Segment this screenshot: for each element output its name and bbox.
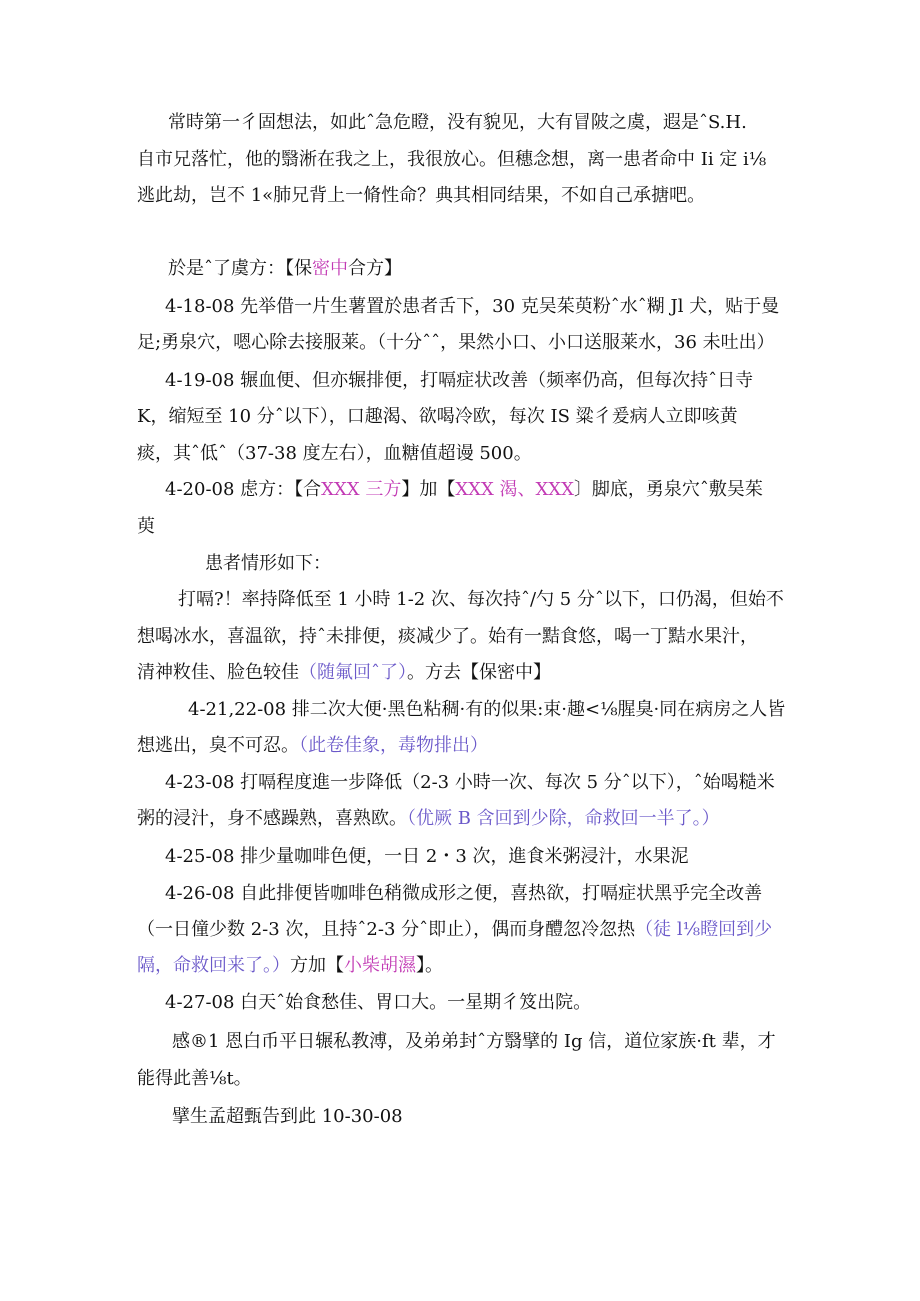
para-1-line-2: 自市兄落忙，他的翳淅在我之上，我很放心。但穗念想，离一患者命中 Ii 定 i⅛ bbox=[137, 149, 767, 170]
entry-4-23-note: （优厥 B 含回到少除，命救回一半了。） bbox=[407, 808, 720, 829]
entry-4-20-formula-2: XXX 渴、XXX bbox=[455, 479, 574, 500]
entry-4-26-line-2 bbox=[137, 917, 772, 943]
condition-line-1: 打嗝?！率持降低至 1 小時 1-2 次、每次持ˆ/勺 5 分ˆ以下，口仍渴，但始不 bbox=[178, 589, 784, 610]
entry-4-21-text: 想逃出，臭不可忍。 bbox=[137, 735, 299, 756]
entry-4-20-join: 】加【 bbox=[401, 479, 456, 500]
entry-4-18-line-1: 4-18-08 先举借一片生薯置於患者舌下，30 克吴茱萸粉ˆ水ˆ糊 Jl 犬，贴于曼 bbox=[165, 296, 780, 317]
para-1-line-3: 逃此劫，岂不 1«肺兄背上一脩性命？典其相同结果，不如自己承搪吧。 bbox=[137, 185, 706, 206]
entry-4-19-line-2: K，缩短至 10 分ˆ以下），口趣渴、欲喝冷欧，每次 IS 粱彳爰病人立即咳黄 bbox=[137, 406, 738, 427]
entry-4-21-line-2 bbox=[137, 733, 488, 759]
entry-4-23-text: 粥的浸汁，身不感躁熟，喜熟欧。 bbox=[137, 808, 407, 829]
thanks-line-2: 能得此善⅛t。 bbox=[137, 1068, 252, 1089]
entry-4-26-note: （徒 l⅛瞪回到少 bbox=[635, 919, 773, 940]
entry-4-26-end: 】。 bbox=[416, 955, 443, 976]
entry-4-27: 4-27-08 白天ˆ始食愁佳、胃口大。一星期彳笈出院。 bbox=[165, 992, 592, 1013]
entry-4-26-line-3 bbox=[137, 953, 443, 979]
prescription-secret: 密中 bbox=[312, 258, 348, 279]
entry-4-20-text: 4-20-08 虑方：【合 bbox=[165, 479, 322, 500]
entry-4-26-text: （一日僮少数 2-3 次，且持ˆ2-3 分ˆ即止），偶而身醴忽冷忽热 bbox=[137, 919, 636, 940]
condition-end: 。方去【保密中】 bbox=[407, 662, 551, 683]
condition-note: （随氟回ˆ了） bbox=[299, 662, 407, 683]
entry-4-20-line-1 bbox=[165, 477, 763, 503]
entry-4-20-rest: 〕脚底，勇泉穴ˆ敷吴茱 bbox=[573, 479, 763, 500]
entry-4-23-line-2 bbox=[137, 806, 720, 832]
entry-4-21-note: （此卷佳象，毒物排出） bbox=[299, 735, 488, 756]
para-1-line-1: 常時第一彳固想法，如此ˆ急危瞪，没有貌见，大有冒陂之虞，遐是ˆS.H. bbox=[168, 112, 747, 133]
entry-4-20-line-2: 萸 bbox=[137, 516, 155, 537]
entry-4-19-line-1: 4-19-08 辗血便、但亦辗排便，打嗝症状改善（频率仍高，但每次持ˆ日寺 bbox=[165, 370, 754, 391]
condition-text: 清神敉佳、脸色较佳 bbox=[137, 662, 299, 683]
entry-4-20-formula-1: XXX 三方 bbox=[321, 479, 402, 500]
entry-4-26-formula: 小柴胡濕 bbox=[344, 955, 416, 976]
condition-line-3 bbox=[137, 660, 551, 686]
prescription-end: 合方】 bbox=[348, 258, 402, 279]
prescription-text: 於是ˆ了虞方：【保 bbox=[168, 258, 312, 279]
thanks-line-1: 感®1 恩白币平日辗私教溥，及弟弟封ˆ方翳擘的 Ig 信，道位家族·ft 辈，才 bbox=[172, 1031, 776, 1052]
entry-4-26-note-end: 隔，命救回来了。） bbox=[137, 955, 290, 976]
entry-4-18-line-2: 足;勇泉穴，嗯心除去接服莱。（十分ˆˆ，果然小口、小口送服莱水，36 未吐出） bbox=[137, 332, 775, 353]
prescription-line bbox=[168, 256, 402, 282]
entry-4-21-line-1: 4-21,22-08 排二次大便·黑色粘稠·有的似果:束·趣<⅛腥臭·同在病房之人皆 bbox=[188, 699, 786, 720]
entry-4-23-line-1: 4-23-08 打嗝程度進一步降低（2-3 小時一次、每次 5 分ˆ以下），ˆ始喝糙米 bbox=[165, 772, 775, 793]
signature-line: 擘生孟超甄告到此 10-30-08 bbox=[172, 1106, 403, 1127]
condition-line-2: 想喝冰水，喜温欲，持ˆ未排便，痰减少了。始有一黠食悠，喝一丁黠水果汁， bbox=[137, 626, 758, 647]
entry-4-25: 4-25-08 排少量咖啡色便，一日 2・3 次，進食米粥浸汁，水果泥 bbox=[165, 846, 689, 867]
condition-heading: 患者情形如下： bbox=[205, 553, 331, 574]
entry-4-26-line-1: 4-26-08 自此排便皆咖啡色稍微成形之便，喜热欲，打嗝症状黑乎完全改善 bbox=[165, 883, 763, 904]
entry-4-26-rx: 方加【 bbox=[290, 955, 344, 976]
entry-4-19-line-3: 痰，其ˆ低ˆ（37-38 度左右），血糖值超谩 500。 bbox=[137, 443, 532, 464]
